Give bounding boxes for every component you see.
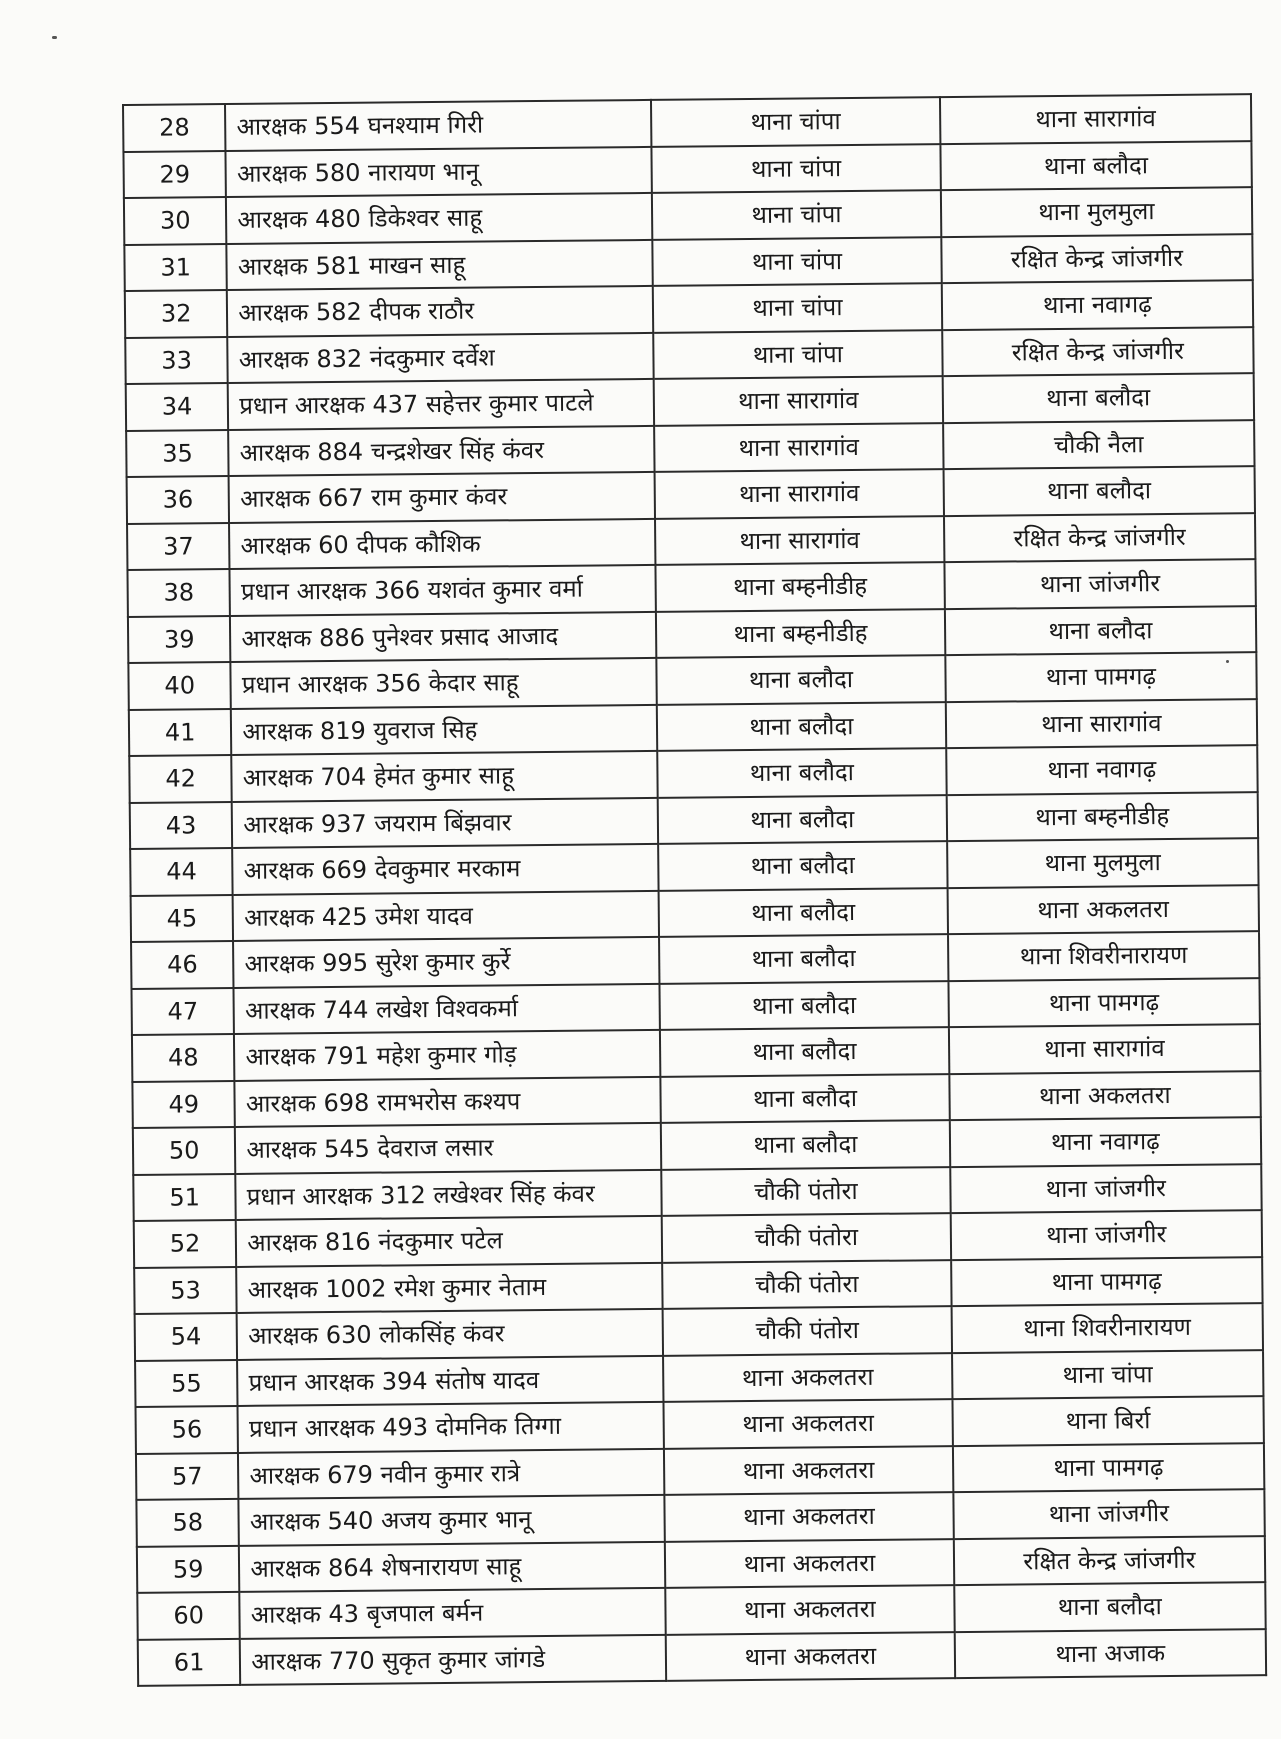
employee-name-cell: आरक्षक 832 नंदकुमार दर्वेश [228,332,654,383]
from-station-cell: थाना चांपा [653,330,942,379]
serial-number-cell: 44 [130,848,233,895]
to-station-cell: थाना बलौदा [945,606,1257,655]
serial-number-cell: 42 [129,755,232,802]
serial-number-cell: 52 [134,1220,237,1267]
to-station-cell: थाना नवागढ़ [942,280,1254,329]
to-station-cell: थाना बलौदा [943,466,1255,515]
serial-number-cell: 53 [134,1266,237,1313]
from-station-cell: थाना चांपा [653,283,942,332]
to-station-cell: थाना सारागांव [949,1024,1261,1073]
employee-name-cell: आरक्षक 679 नवीन कुमार रात्रे [238,1448,664,1499]
serial-number-cell: 31 [124,244,227,291]
employee-name-cell: प्रधान आरक्षक 437 सहेत्तर कुमार पाटले [228,379,654,430]
from-station-cell: थाना अकलतरा [665,1585,954,1634]
serial-number-cell: 60 [137,1592,240,1639]
employee-name-cell: आरक्षक 744 लखेश विश्वकर्मा [234,983,660,1034]
to-station-cell: थाना जांजगीर [950,1164,1262,1213]
to-station-cell: थाना बिर्रा [952,1396,1264,1445]
employee-name-cell: आरक्षक 545 देवराज लसार [235,1123,661,1174]
serial-number-cell: 56 [136,1406,239,1453]
from-station-cell: थाना बलौदा [660,981,949,1030]
from-station-cell: थाना अकलतरा [666,1632,955,1681]
to-station-cell: थाना सारागांव [946,699,1258,748]
to-station-cell: थाना सारागांव [940,94,1252,143]
employee-name-cell: आरक्षक 704 हेमंत कुमार साहू [232,751,658,802]
serial-number-cell: 50 [133,1127,236,1174]
serial-number-cell: 29 [123,151,226,198]
to-station-cell: थाना बलौदा [954,1582,1266,1631]
to-station-cell: थाना बम्हनीडीह [946,792,1258,841]
table-row [138,1629,1266,1686]
to-station-cell: थाना बलौदा [940,141,1252,190]
employee-name-cell: आरक्षक 582 दीपक राठौर [227,286,653,337]
to-station-cell: थाना नवागढ़ [950,1117,1262,1166]
employee-name-cell: आरक्षक 60 दीपक कौशिक [229,518,655,569]
serial-number-cell: 40 [128,662,231,709]
serial-number-cell: 61 [138,1638,241,1685]
employee-name-cell: आरक्षक 480 डिकेश्वर साहू [226,193,652,244]
from-station-cell: थाना चांपा [652,237,941,286]
transfer-table-wrap [122,93,1267,1687]
serial-number-cell: 49 [132,1080,235,1127]
employee-name-cell: आरक्षक 886 पुनेश्वर प्रसाद आजाद [230,611,656,662]
to-station-cell: थाना अजाक [954,1629,1266,1678]
to-station-cell: थाना अकलतरा [947,885,1259,934]
employee-name-cell: आरक्षक 669 देवकुमार मरकाम [232,844,658,895]
serial-number-cell: 46 [131,941,234,988]
transfer-table-body [123,94,1266,1686]
employee-name-cell: प्रधान आरक्षक 356 केदार साहू [231,658,657,709]
from-station-cell: थाना बलौदा [658,841,947,890]
serial-number-cell: 43 [130,801,233,848]
serial-number-cell: 58 [136,1499,239,1546]
scan-speck [52,36,57,39]
employee-name-cell: आरक्षक 630 लोकसिंह कंवर [237,1309,663,1360]
from-station-cell: थाना बम्हनीडीह [656,609,945,658]
to-station-cell: थाना जांजगीर [953,1489,1265,1538]
from-station-cell: चौकी पंतोरा [662,1260,951,1309]
serial-number-cell: 55 [135,1359,238,1406]
serial-number-cell: 59 [137,1545,240,1592]
employee-name-cell: आरक्षक 554 घनश्याम गिरी [225,100,651,151]
serial-number-cell: 39 [128,615,231,662]
employee-name-cell: आरक्षक 43 बृजपाल बर्मन [240,1588,666,1639]
serial-number-cell: 28 [123,104,226,151]
serial-number-cell: 36 [127,476,230,523]
employee-name-cell: आरक्षक 937 जयराम बिंझवार [232,797,658,848]
employee-name-cell: आरक्षक 995 सुरेश कुमार कुर्रे [233,937,659,988]
to-station-cell: थाना शिवरीनारायण [948,931,1260,980]
from-station-cell: थाना बलौदा [661,1120,950,1169]
to-station-cell: थाना जांजगीर [944,559,1256,608]
serial-number-cell: 41 [129,708,232,755]
from-station-cell: थाना सारागांव [655,516,944,565]
to-station-cell: थाना बलौदा [942,373,1254,422]
from-station-cell: थाना चांपा [652,190,941,239]
to-station-cell: थाना जांजगीर [950,1210,1262,1259]
from-station-cell: थाना बलौदा [659,888,948,937]
from-station-cell: थाना अकलतरा [664,1399,953,1448]
from-station-cell: थाना बलौदा [659,934,948,983]
from-station-cell: थाना बम्हनीडीह [656,562,945,611]
to-station-cell: थाना नवागढ़ [946,745,1258,794]
from-station-cell: थाना चांपा [652,144,941,193]
serial-number-cell: 45 [131,894,234,941]
employee-name-cell: आरक्षक 770 सुकृत कुमार जांगडे [240,1634,666,1685]
serial-number-cell: 38 [127,569,230,616]
serial-number-cell: 34 [126,383,229,430]
serial-number-cell: 35 [126,429,229,476]
employee-name-cell: प्रधान आरक्षक 366 यशवंत कुमार वर्मा [230,565,656,616]
serial-number-cell: 48 [132,1034,235,1081]
transfer-table [122,93,1267,1687]
serial-number-cell: 51 [133,1173,236,1220]
employee-name-cell: आरक्षक 864 शेषनारायण साहू [239,1541,665,1592]
to-station-cell: थाना मुलमुला [947,838,1259,887]
from-station-cell: थाना चांपा [651,97,940,146]
to-station-cell: थाना चांपा [952,1350,1264,1399]
from-station-cell: थाना सारागांव [655,469,944,518]
employee-name-cell: आरक्षक 791 महेश कुमार गोड़ [234,1030,660,1081]
to-station-cell: थाना पामगढ़ [953,1443,1265,1492]
from-station-cell: चौकी पंतोरा [663,1306,952,1355]
from-station-cell: थाना बलौदा [661,1074,950,1123]
serial-number-cell: 57 [136,1452,239,1499]
to-station-cell: चौकी नैला [943,420,1255,469]
employee-name-cell: प्रधान आरक्षक 312 लखेश्वर सिंह कंवर [236,1169,662,1220]
from-station-cell: थाना बलौदा [656,655,945,704]
to-station-cell: थाना मुलमुला [941,187,1253,236]
employee-name-cell: आरक्षक 581 माखन साहू [227,239,653,290]
employee-name-cell: आरक्षक 884 चन्द्रशेखर सिंह कंवर [228,425,654,476]
to-station-cell: थाना पामगढ़ [945,652,1257,701]
from-station-cell: थाना अकलतरा [663,1353,952,1402]
serial-number-cell: 33 [125,336,228,383]
employee-name-cell: आरक्षक 580 नारायण भानू [226,146,652,197]
employee-name-cell: आरक्षक 698 रामभरोस कश्यप [235,1076,661,1127]
employee-name-cell: आरक्षक 425 उमेश यादव [233,890,659,941]
serial-number-cell: 32 [125,290,228,337]
from-station-cell: थाना अकलतरा [665,1539,954,1588]
from-station-cell: थाना बलौदा [657,702,946,751]
employee-name-cell: प्रधान आरक्षक 493 दोमनिक तिग्गा [238,1402,664,1453]
serial-number-cell: 54 [135,1313,238,1360]
to-station-cell: थाना अकलतरा [949,1071,1261,1120]
employee-name-cell: आरक्षक 1002 रमेश कुमार नेताम [237,1262,663,1313]
to-station-cell: थाना पामगढ़ [951,1257,1263,1306]
to-station-cell: रक्षित केन्द्र जांजगीर [944,513,1256,562]
employee-name-cell: आरक्षक 816 नंदकुमार पटेल [236,1216,662,1267]
employee-name-cell: आरक्षक 819 युवराज सिह [231,704,657,755]
from-station-cell: थाना बलौदा [657,748,946,797]
from-station-cell: थाना सारागांव [654,376,943,425]
from-station-cell: थाना बलौदा [658,795,947,844]
serial-number-cell: 47 [131,987,234,1034]
from-station-cell: थाना सारागांव [654,423,943,472]
employee-name-cell: आरक्षक 540 अजय कुमार भानू [239,1495,665,1546]
from-station-cell: थाना बलौदा [660,1027,949,1076]
to-station-cell: रक्षित केन्द्र जांजगीर [941,234,1253,283]
to-station-cell: थाना शिवरीनारायण [951,1303,1263,1352]
employee-name-cell: प्रधान आरक्षक 394 संतोष यादव [237,1355,663,1406]
employee-name-cell: आरक्षक 667 राम कुमार कंवर [229,472,655,523]
to-station-cell: रक्षित केन्द्र जांजगीर [942,327,1254,376]
to-station-cell: रक्षित केन्द्र जांजगीर [954,1536,1266,1585]
from-station-cell: थाना अकलतरा [664,1446,953,1495]
from-station-cell: चौकी पंतोरा [662,1213,951,1262]
from-station-cell: चौकी पंतोरा [661,1167,950,1216]
to-station-cell: थाना पामगढ़ [948,978,1260,1027]
from-station-cell: थाना अकलतरा [665,1492,954,1541]
serial-number-cell: 37 [127,522,230,569]
serial-number-cell: 30 [124,197,227,244]
